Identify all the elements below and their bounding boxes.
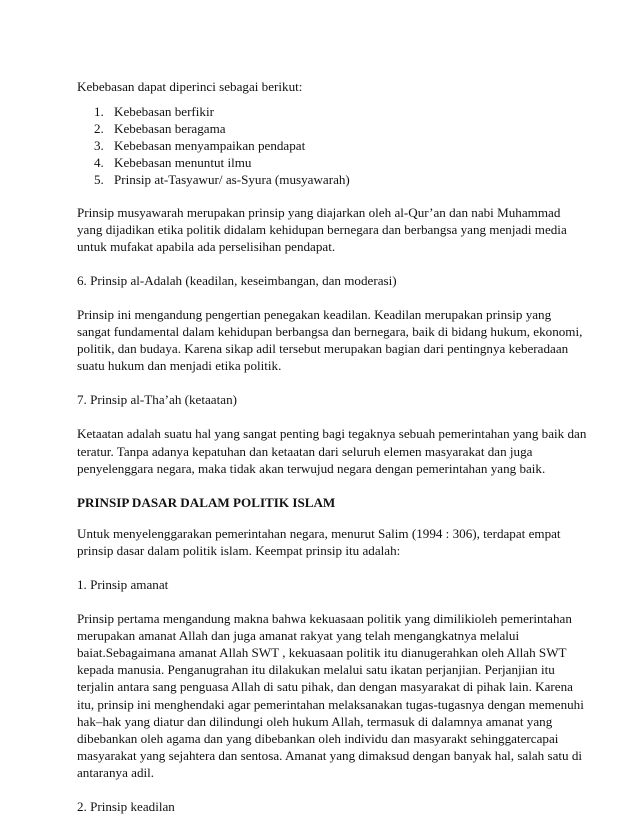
list-number: 4. — [94, 155, 104, 171]
list-item — [77, 120, 569, 137]
list-item — [77, 154, 569, 171]
text-line: suatu hukum dan menjadi etika politik. — [77, 358, 282, 374]
text-line: Prinsip musyawarah merupakan prinsip yang diajarkan oleh al-Qur’an dan nabi Muhammad — [77, 204, 561, 220]
list-item — [77, 171, 569, 188]
list-item-text: Kebebasan menuntut ilmu — [114, 155, 252, 171]
thaah-heading: 7. Prinsip al-Tha’ah (ketaatan) — [77, 392, 237, 408]
section-title: PRINSIP DASAR DALAM POLITIK ISLAM — [77, 494, 336, 510]
section-intro-paragraph — [77, 525, 569, 559]
list-item — [77, 137, 569, 154]
list-item — [77, 103, 569, 120]
amanat-heading: 1. Prinsip amanat — [77, 576, 169, 592]
adalah-heading: 6. Prinsip al-Adalah (keadilan, keseimbangan, dan moderasi) — [77, 272, 397, 288]
text-line: masyarakat yang sejahtera dan sentosa. Amanat yang dimaksud dengan banyak hal, salah satu di — [77, 747, 583, 763]
text-line: kepada manusia. Penganugrahan itu dilakukan melalui satu ikatan perjanjian. Perjanjian itu — [77, 662, 555, 678]
text-line: hak–hak yang diatur dan dilindungi oleh hukum Allah, termasuk di dalamnya amanat yang — [77, 713, 553, 729]
text-line: prinsip dasar dalam politik islam. Keempat prinsip itu adalah: — [77, 542, 401, 558]
text-line: Prinsip ini mengandung pengertian penegakan keadilan. Keadilan merupakan prinsip yang — [77, 306, 552, 322]
text-line: itu, prinsip ini menghendaki agar pemerintahan melaksanakan tugas-tugasnya dengan memenuhi — [77, 696, 584, 712]
text-line: terjalin antara sang penguasa Allah di satu pihak, dan dengan masyarakat di pihak lain. Karena — [77, 679, 573, 695]
text-line: baiat.Sebagaimana amanat Allah SWT , kekuasaan politik itu dianugerahkan oleh Allah SWT — [77, 645, 567, 661]
list-number: 2. — [94, 121, 104, 137]
text-line: antaranya adil. — [77, 764, 155, 780]
text-line: yang dijadikan etika politik didalam kehidupan bernegara dan berbangsa yang menjadi media — [77, 221, 567, 237]
list-item-text: Kebebasan berfikir — [114, 104, 214, 120]
intro-text: Kebebasan dapat diperinci sebagai berikut: — [77, 79, 303, 94]
text-line: dibebankan oleh agama dan yang dibebankan oleh individu dan masyarakt sehinggatercapai — [77, 730, 559, 746]
document-page — [77, 78, 587, 832]
list-number: 1. — [94, 104, 104, 120]
text-line: teratur. Tanpa adanya kepatuhan dan ketaatan dari seluruh elemen masyarakat dan juga — [77, 443, 533, 459]
amanat-paragraph — [77, 610, 584, 781]
text-line: Prinsip pertama mengandung makna bahwa kekuasaan politik yang dimilikioleh pemerintahan — [77, 611, 572, 627]
text-line: Untuk menyelenggarakan pemerintahan negara, menurut Salim (1994 : 306), terdapat empat — [77, 525, 561, 541]
text-line: merupakan amanat Allah dan juga amanat rakyat yang telah mengangkatnya melalui — [77, 628, 520, 644]
list-item-text: Prinsip at-Tasyawur/ as-Syura (musyawarah) — [114, 172, 350, 188]
text-line: penyelenggara negara, maka tidak akan terwujud negara dengan pemerintahan yang baik. — [77, 460, 546, 476]
text-line: politik, dan budaya. Karena sikap adil tersebut merupakan bagian dari pentingnya keberadaan — [77, 341, 569, 357]
list-number: 3. — [94, 138, 104, 154]
text-line: Ketaatan adalah suatu hal yang sangat penting bagi tegaknya sebuah pemerintahan yang baik dan — [77, 426, 587, 442]
list-number: 5. — [94, 172, 104, 188]
list-item-text: Kebebasan menyampaikan pendapat — [114, 138, 306, 154]
keadilan-heading: 2. Prinsip keadilan — [77, 799, 175, 814]
text-line: untuk mufakat apabila ada perselisihan pendapat. — [77, 238, 336, 254]
text-line: sangat fundamental dalam kehidupan berbangsa dan bernegara, baik di bidang hukum, ekonomi, — [77, 324, 583, 340]
thaah-paragraph — [77, 425, 587, 476]
freedom-list — [77, 103, 569, 188]
musyawarah-paragraph — [77, 204, 569, 255]
adalah-paragraph — [77, 306, 583, 374]
list-item-text: Kebebasan beragama — [114, 121, 226, 137]
